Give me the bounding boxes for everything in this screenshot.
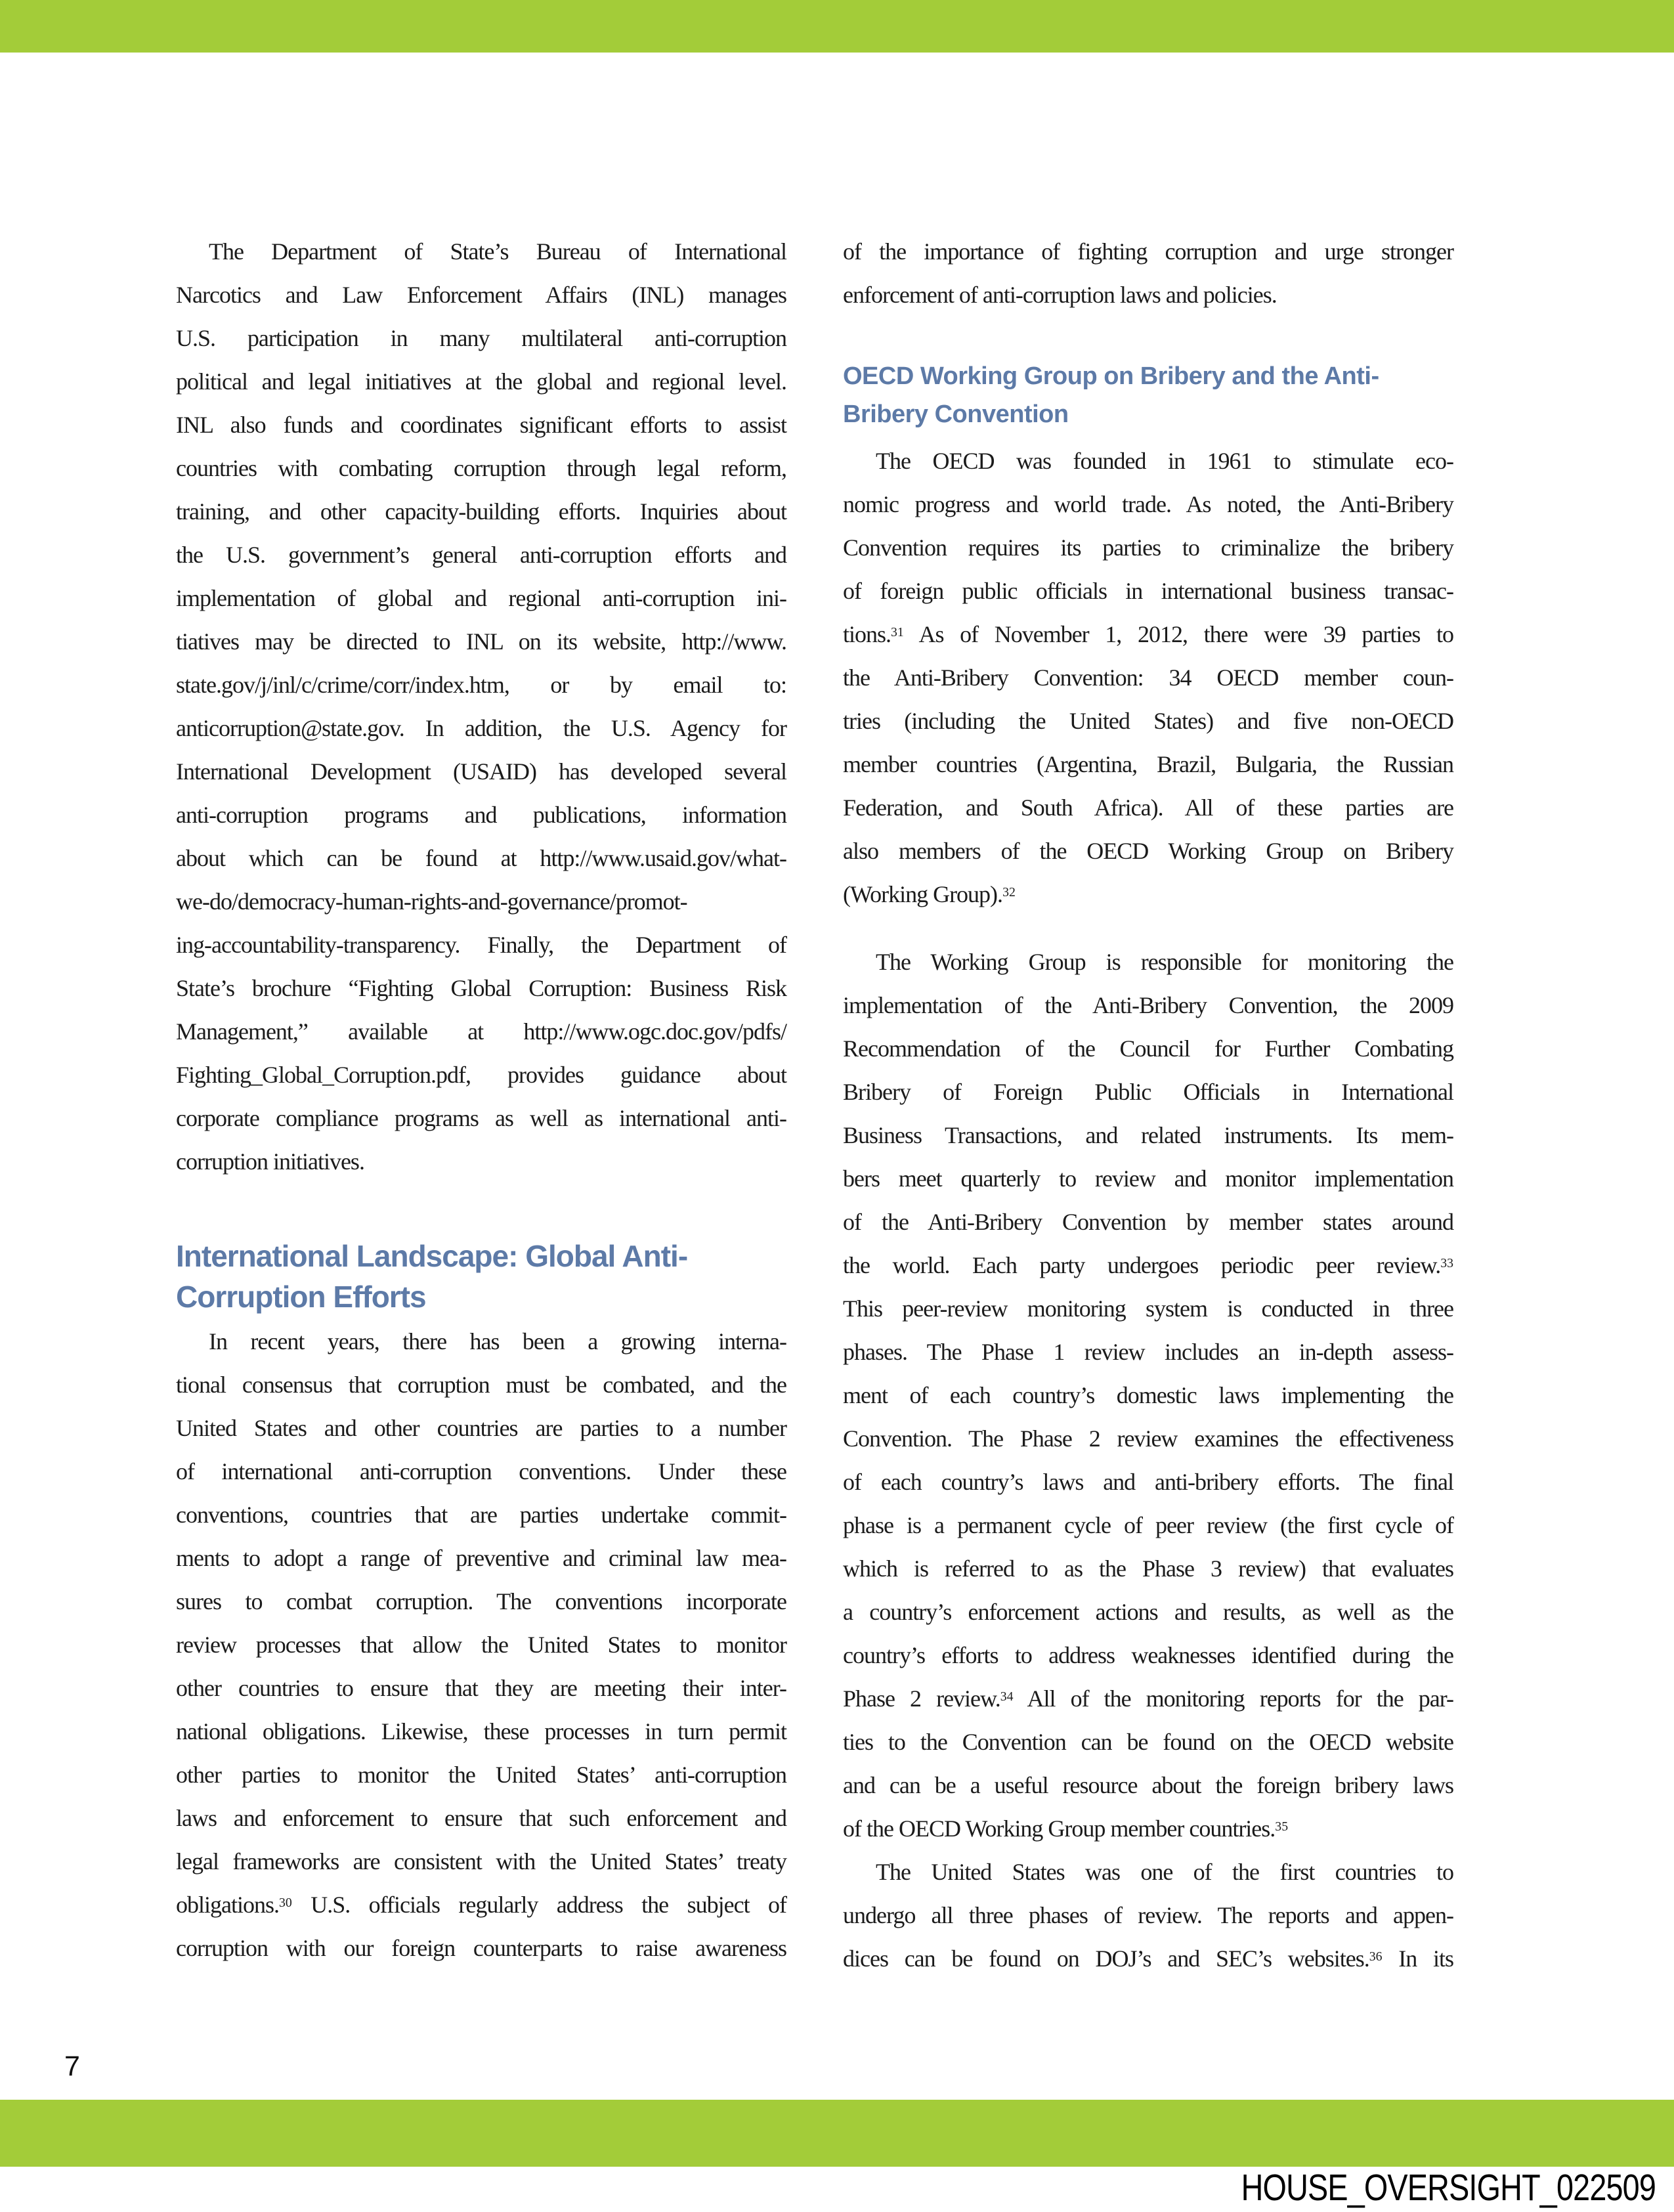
text-line: member countries (Argentina, Brazil, Bulgaria, the Russian — [843, 751, 1453, 777]
text-line: the world. Each party undergoes periodic peer review.$^{33}$ — [843, 1252, 1453, 1278]
text-line: Phase 2 review.$^{34}$ All of the monitoring reports for the par- — [843, 1685, 1453, 1712]
paragraph — [843, 230, 1453, 316]
text-line: legal frameworks are consistent with the United States’ treaty — [176, 1848, 786, 1875]
text-line: of each country’s laws and anti-bribery efforts. The final — [843, 1469, 1453, 1495]
paragraph — [176, 1320, 786, 1970]
footnote-reference: 30 — [279, 1896, 292, 1911]
text-line: of the importance of fighting corruption and urge stronger — [843, 238, 1453, 265]
heading-line: International Landscape: Global Anti- — [176, 1239, 688, 1273]
paragraph — [176, 230, 786, 1183]
text-line: Fighting_Global_Corruption.pdf, provides guidance about — [176, 1062, 786, 1088]
top-accent-bar — [0, 0, 1674, 53]
text-line: other parties to monitor the United States’ anti-corruption — [176, 1762, 786, 1788]
text-line: corruption initiatives. — [176, 1148, 364, 1175]
section-heading — [176, 1236, 786, 1317]
text-line: we-do/democracy-human-rights-and-governance/promot- — [176, 888, 687, 915]
text-line: Convention requires its parties to criminalize the bribery — [843, 534, 1453, 561]
text-line: national obligations. Likewise, these processes in turn permit — [176, 1718, 786, 1745]
footnote-reference: 33 — [1440, 1256, 1453, 1271]
text-line: Management,” available at http://www.ogc.doc.gov/pdfs/ — [176, 1018, 786, 1045]
text-line: (Working Group).$^{32}$ — [843, 881, 1016, 907]
text-line: INL also funds and coordinates significant efforts to assist — [176, 412, 786, 438]
text-line: In recent years, there has been a growing interna- — [209, 1328, 786, 1355]
text-line: Narcotics and Law Enforcement Affairs (INL) manages — [176, 282, 786, 308]
text-line: also members of the OECD Working Group on Bribery — [843, 838, 1453, 864]
footnote-reference: 34 — [1000, 1689, 1014, 1704]
text-line: anticorruption@state.gov. In addition, the U.S. Agency for — [176, 715, 786, 741]
text-line: state.gov/j/inl/c/crime/corr/index.htm, or by email to: — [176, 672, 786, 698]
footnote-reference: 31 — [891, 625, 904, 640]
text-line: implementation of global and regional anti-corruption ini- — [176, 585, 786, 611]
text-line: corruption with our foreign counterparts to raise awareness — [176, 1935, 786, 1961]
text-line: The OECD was founded in 1961 to stimulate eco- — [876, 448, 1453, 474]
text-line: which is referred to as the Phase 3 review) that evaluates — [843, 1555, 1453, 1582]
right-text-column — [843, 230, 1453, 1980]
text-line: review processes that allow the United States to monitor — [176, 1632, 786, 1658]
heading-line: OECD Working Group on Bribery and the Anti- — [843, 362, 1379, 390]
text-line: nomic progress and world trade. As noted, the Anti-Bribery — [843, 491, 1453, 517]
text-line: country’s efforts to address weaknesses identified during the — [843, 1642, 1453, 1668]
text-line: ties to the Convention can be found on the OECD website — [843, 1729, 1453, 1755]
text-line: ing-accountability-transparency. Finally, the Department of — [176, 932, 786, 958]
text-line: a country’s enforcement actions and results, as well as the — [843, 1599, 1453, 1625]
text-line: tional consensus that corruption must be combated, and the — [176, 1372, 786, 1398]
text-line: laws and enforcement to ensure that such enforcement and — [176, 1805, 786, 1831]
text-line: corporate compliance programs as well as international anti- — [176, 1105, 786, 1131]
text-line: Federation, and South Africa). All of these parties are — [843, 794, 1453, 821]
text-line: bers meet quarterly to review and monitor implementation — [843, 1165, 1453, 1192]
paragraph — [843, 1850, 1453, 1980]
page-number: 7 — [64, 2050, 80, 2082]
text-line: political and legal initiatives at the global and regional level. — [176, 368, 786, 395]
text-line: other countries to ensure that they are meeting their inter- — [176, 1675, 786, 1701]
text-line: tiatives may be directed to INL on its website, http://www. — [176, 628, 786, 655]
text-line: the Anti-Bribery Convention: 34 OECD member coun- — [843, 664, 1453, 691]
bottom-accent-bar — [0, 2100, 1674, 2167]
text-line: anti-corruption programs and publications, information — [176, 802, 786, 828]
footnote-reference: 36 — [1369, 1949, 1383, 1964]
text-line: conventions, countries that are parties undertake commit- — [176, 1502, 786, 1528]
text-line: of foreign public officials in international business transac- — [843, 578, 1453, 604]
text-line: of international anti-corruption conventions. Under these — [176, 1458, 786, 1485]
footnote-reference: 32 — [1002, 885, 1016, 900]
text-line: Convention. The Phase 2 review examines the effectiveness — [843, 1425, 1453, 1452]
text-line: Business Transactions, and related instruments. Its mem- — [843, 1122, 1453, 1148]
text-line: United States and other countries are parties to a number — [176, 1415, 786, 1441]
text-line: ments to adopt a range of preventive and criminal law mea- — [176, 1545, 786, 1571]
text-line: The Working Group is responsible for monitoring the — [876, 949, 1453, 975]
bates-stamp: HOUSE_OVERSIGHT_022509 — [1241, 2167, 1656, 2209]
text-line: U.S. participation in many multilateral anti-corruption — [176, 325, 786, 351]
text-line: phases. The Phase 1 review includes an in-depth assess- — [843, 1339, 1453, 1365]
text-line: ment of each country’s domestic laws implementing the — [843, 1382, 1453, 1408]
text-line: International Development (USAID) has developed several — [176, 758, 786, 785]
text-line: of the Anti-Bribery Convention by member states around — [843, 1209, 1453, 1235]
left-text-column — [176, 230, 786, 1970]
text-line: The United States was one of the first countries to — [876, 1859, 1453, 1885]
text-line: of the OECD Working Group member countries.$^{35}$ — [843, 1815, 1289, 1842]
heading-line: Corruption Efforts — [176, 1280, 426, 1314]
text-line: training, and other capacity-building efforts. Inquiries about — [176, 498, 786, 525]
text-line: the U.S. government’s general anti-corruption efforts and — [176, 542, 786, 568]
text-line: tries (including the United States) and five non-OECD — [843, 708, 1453, 734]
text-line: undergo all three phases of review. The reports and appen- — [843, 1902, 1453, 1928]
text-line: sures to combat corruption. The conventions incorporate — [176, 1588, 786, 1615]
text-line: implementation of the Anti-Bribery Convention, the 2009 — [843, 992, 1453, 1018]
text-line: State’s brochure “Fighting Global Corruption: Business Risk — [176, 975, 786, 1001]
footnote-reference: 35 — [1275, 1819, 1289, 1834]
text-line: phase is a permanent cycle of peer review (the first cycle of — [843, 1512, 1453, 1538]
paragraph — [843, 439, 1453, 916]
text-line: Bribery of Foreign Public Officials in International — [843, 1079, 1453, 1105]
text-line: The Department of State’s Bureau of International — [209, 238, 786, 265]
section-heading — [843, 357, 1453, 433]
text-line: countries with combating corruption through legal reform, — [176, 455, 786, 481]
text-line: tions.$^{31}$ As of November 1, 2012, there were 39 parties to — [843, 621, 1453, 647]
text-line: obligations.$^{30}$ U.S. officials regularly address the subject of — [176, 1892, 786, 1918]
text-line: enforcement of anti-corruption laws and policies. — [843, 282, 1277, 308]
text-line: This peer-review monitoring system is conducted in three — [843, 1295, 1453, 1322]
text-line: Recommendation of the Council for Further Combating — [843, 1035, 1453, 1062]
heading-line: Bribery Convention — [843, 401, 1069, 428]
text-line: about which can be found at http://www.usaid.gov/what- — [176, 845, 786, 871]
paragraph — [843, 940, 1453, 1850]
text-line: and can be a useful resource about the foreign bribery laws — [843, 1772, 1453, 1798]
text-line: dices can be found on DOJ’s and SEC’s websites.$^{36}$ In its — [843, 1945, 1453, 1972]
